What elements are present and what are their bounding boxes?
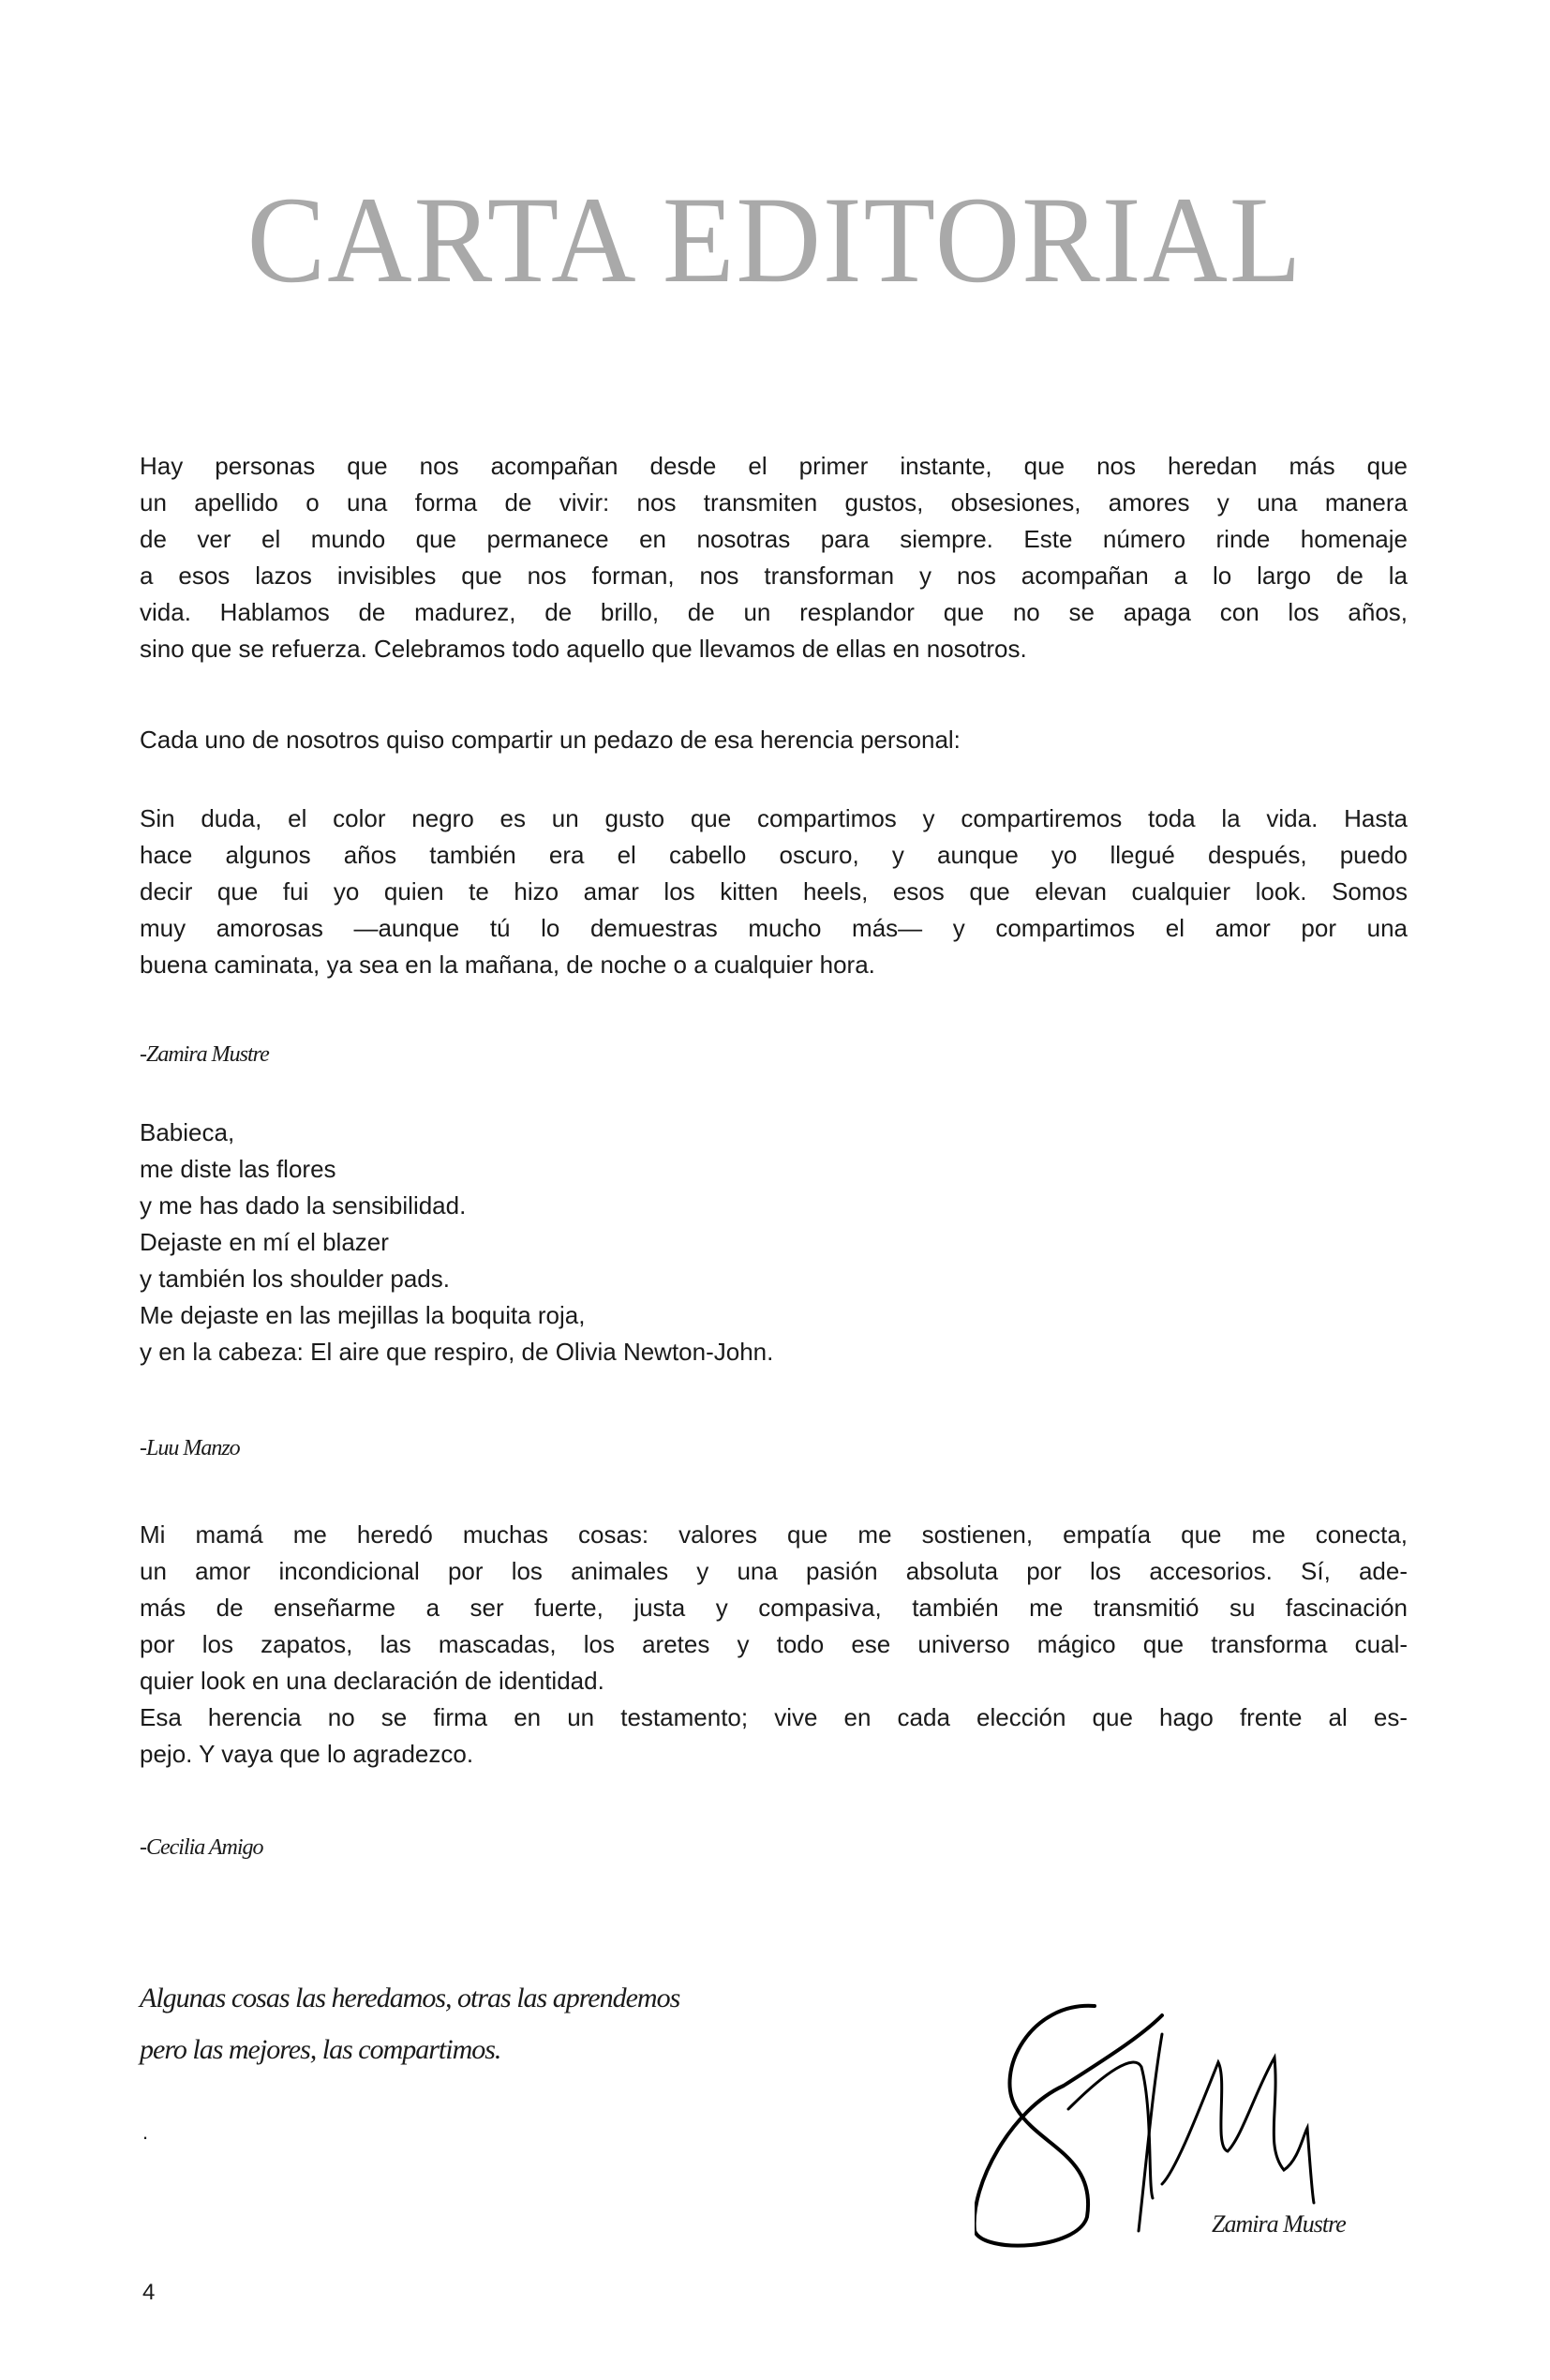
text-line: Me dejaste en las mejillas la boquita roja, [140,1301,586,1329]
intro-paragraph [140,448,1408,667]
text-line: decir que fui yo quien te hizo amar los kitten heels, esos que elevan cualquier look. Somos [140,877,1408,906]
text-line: un amor incondicional por los animales y una pasión absoluta por los accesorios. Sí, ade- [140,1557,1408,1585]
text-line: vida. Hablamos de madurez, de brillo, de un resplandor que no se apaga con los años, [140,598,1408,626]
quote-line: pero las mejores, las compartimos. [140,2034,501,2065]
handwritten-signature [975,1997,1415,2250]
lead-in-paragraph [140,722,1408,758]
entry-author: -Luu Manzo [140,1436,240,1460]
text-line: Esa herencia no se firma en un testamento; vive en cada elección que hago frente al es- [140,1703,1408,1731]
text-line: y también los shoulder pads. [140,1265,450,1293]
text-line: quier look en una declaración de identidad. [140,1667,604,1695]
signer-name: Zamira Mustre [1212,2210,1346,2238]
entry-zamira [140,801,1408,983]
text-line: por los zapatos, las mascadas, los aretes y todo ese universo mágico que transforma cual- [140,1630,1408,1658]
entry-author: -Cecilia Amigo [140,1835,263,1860]
page-number: 4 [142,2280,156,2305]
text-line: pejo. Y vaya que lo agradezco. [140,1740,474,1768]
text-line: de ver el mundo que permanece en nosotras para siempre. Este número rinde homenaje [140,525,1408,553]
quote-line: Algunas cosas las heredamos, otras las aprendemos [140,1983,680,2013]
text-line: Mi mamá me heredó muchas cosas: valores que me sostienen, empatía que me conecta, [140,1520,1408,1549]
entry-cecilia [140,1517,1408,1773]
text-line: Cada uno de nosotros quiso compartir un pedazo de esa herencia personal: [140,726,961,754]
text-line: hace algunos años también era el cabello oscuro, y aunque yo llegué después, puedo [140,841,1408,869]
text-line: me diste las flores [140,1155,336,1183]
text-line: un apellido o una forma de vivir: nos transmiten gustos, obsesiones, amores y una manera [140,488,1408,516]
text-line: Sin duda, el color negro es un gusto que compartimos y compartiremos toda la vida. Hasta [140,804,1408,832]
text-line: y en la cabeza: El aire que respiro, de Olivia Newton-John. [140,1338,774,1366]
text-line: y me has dado la sensibilidad. [140,1191,467,1220]
closing-quote [140,1972,679,2075]
text-line: Dejaste en mí el blazer [140,1228,389,1256]
text-line: sino que se refuerza. Celebramos todo aquello que llevamos de ellas en nosotros. [140,635,1027,663]
text-line: Hay personas que nos acompañan desde el primer instante, que nos heredan más que [140,452,1408,480]
text-line: buena caminata, ya sea en la mañana, de noche o a cualquier hora. [140,951,875,979]
text-line: Babieca, [140,1118,235,1146]
text-line: a esos lazos invisibles que nos forman, nos transforman y nos acompañan a lo largo de la [140,561,1408,590]
entry-author: -Zamira Mustre [140,1042,269,1067]
stray-dot: . [142,2120,149,2144]
entry-luu [140,1115,1408,1370]
text-line: más de enseñarme a ser fuerte, justa y compasiva, también me transmitió su fascinación [140,1594,1408,1622]
page-title: CARTA EDITORIAL [246,171,1304,308]
text-line: muy amorosas —aunque tú lo demuestras mucho más— y compartimos el amor por una [140,914,1408,942]
